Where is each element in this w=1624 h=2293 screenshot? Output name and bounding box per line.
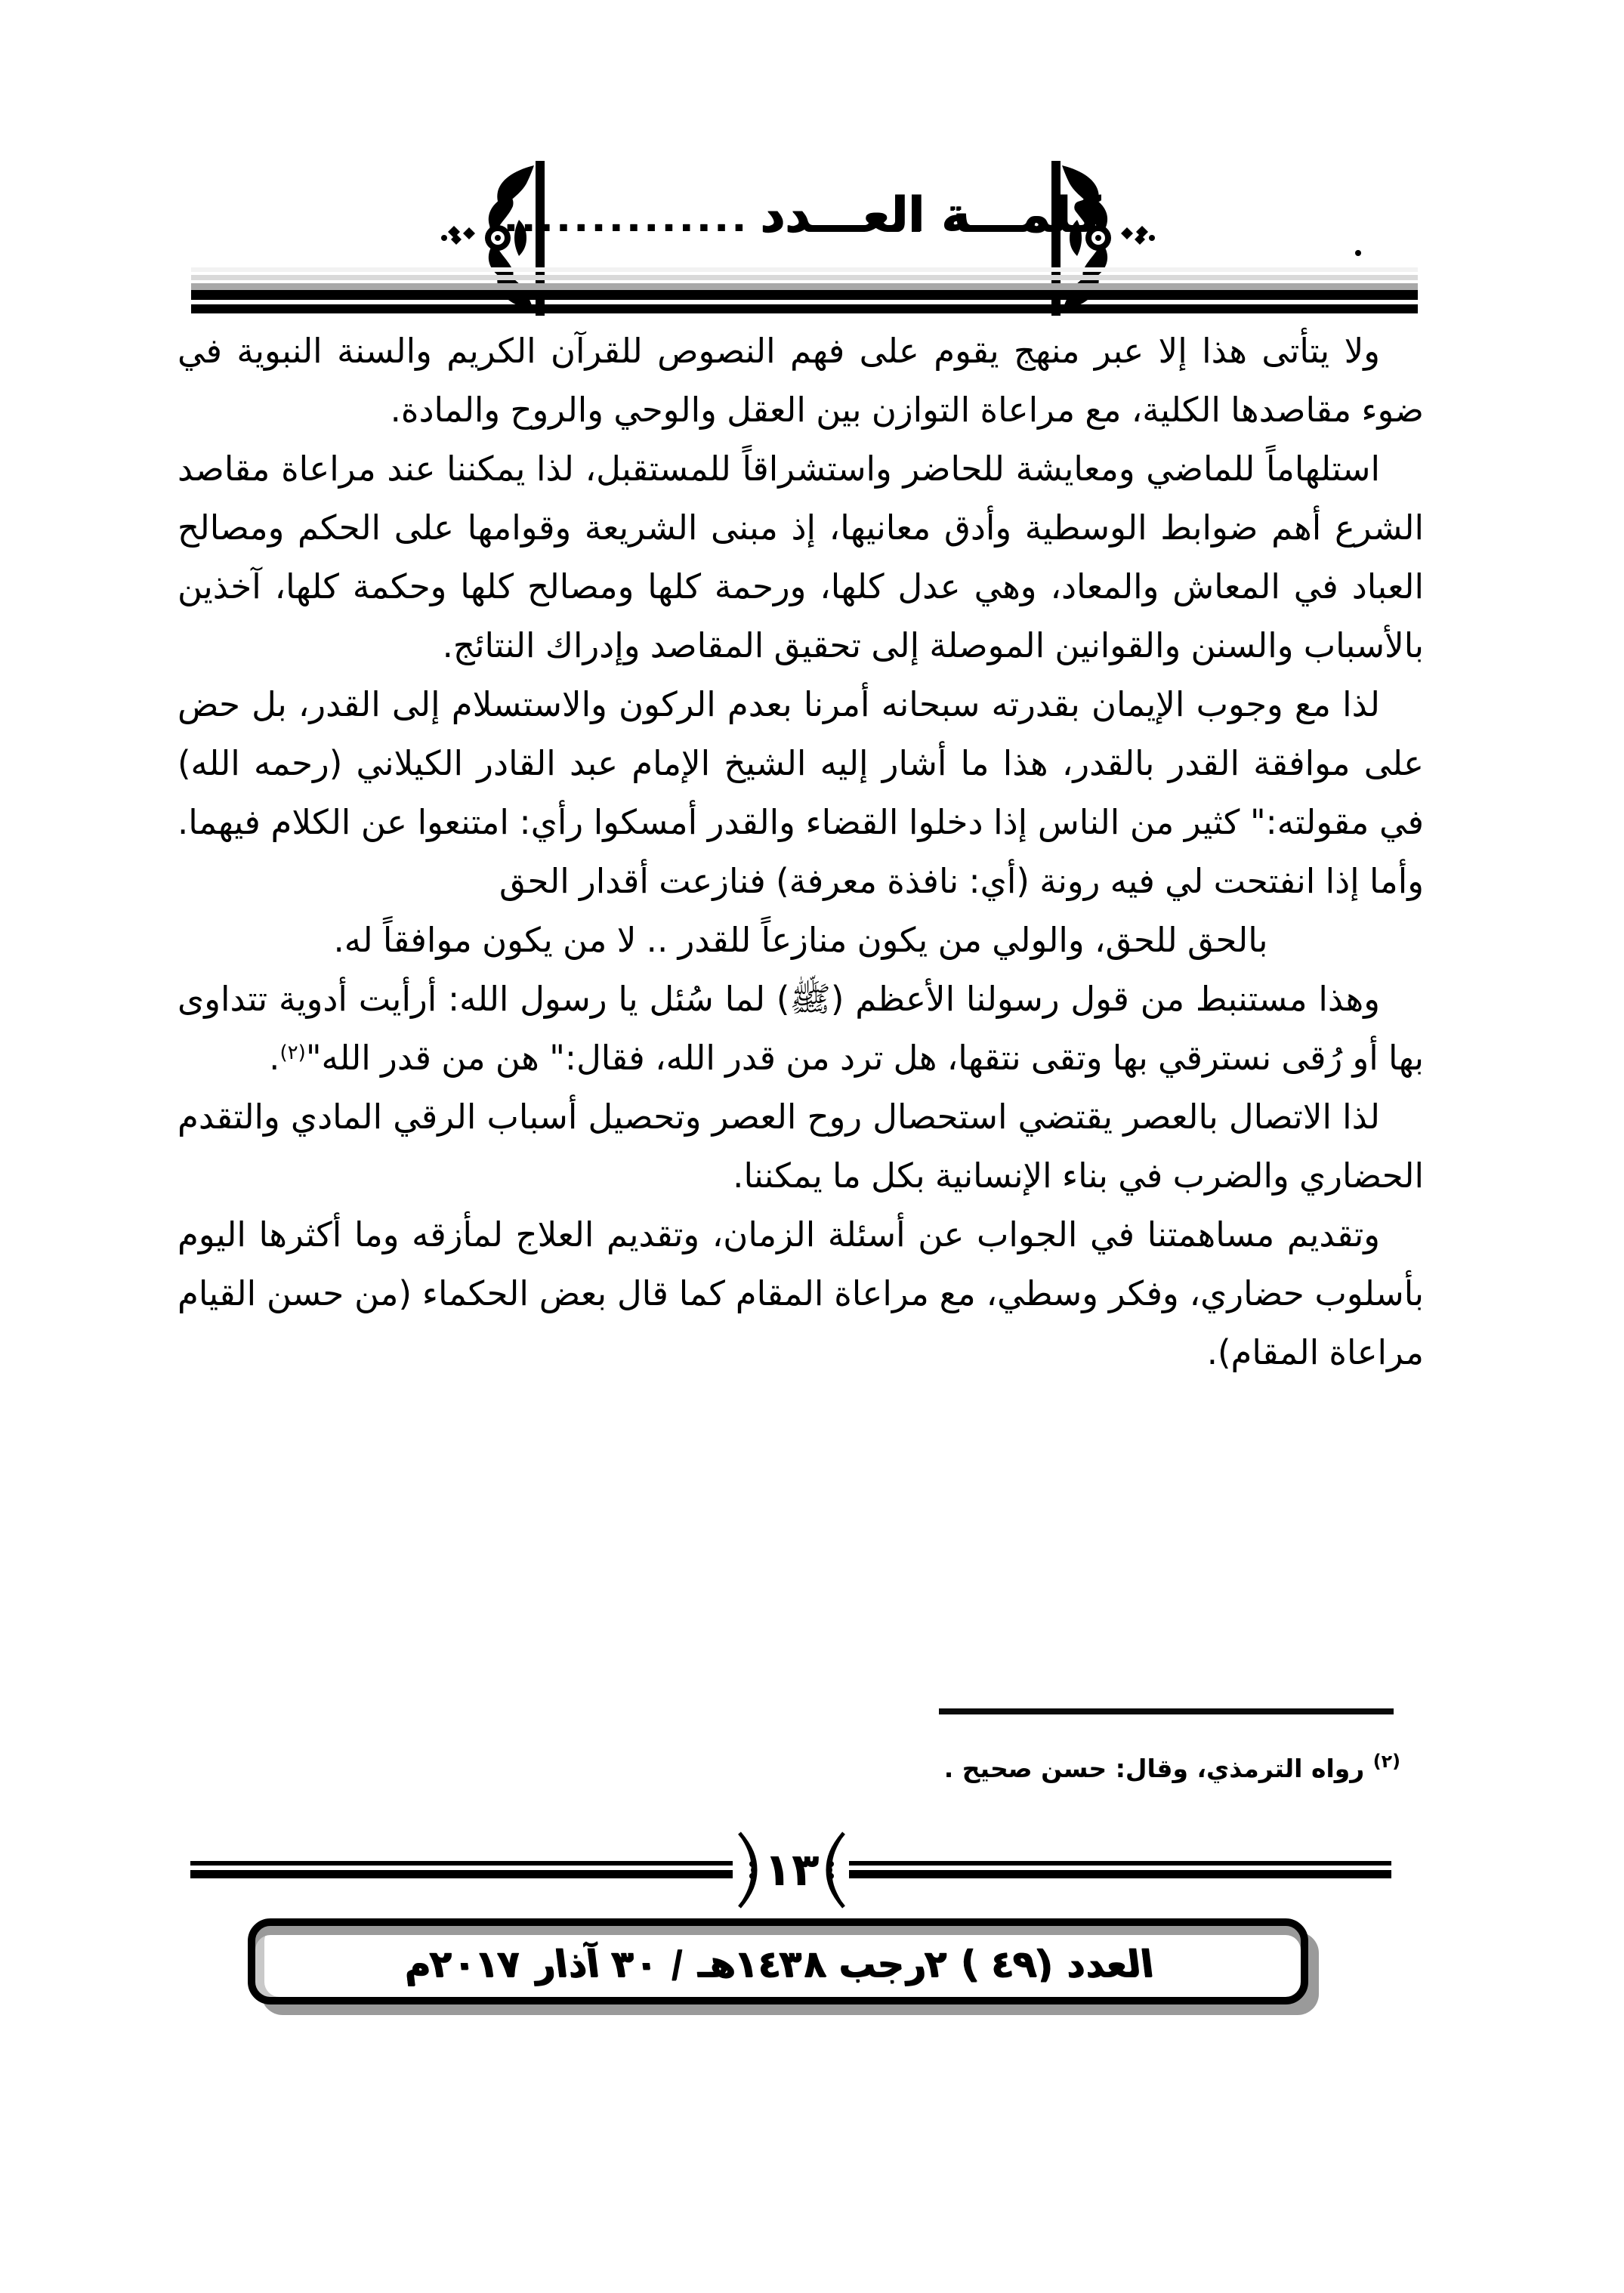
rule-faint [191, 267, 1418, 272]
header-rules [191, 267, 1418, 313]
body-paragraph: استلهاماً للماضي ومعايشة للحاضر واستشراقاً للمستقبل، لذا يمكننا عند مراعاة مقاصد الشرع أهم ضوابط الوسطية وأدق معانيها، إذ مبنى الشريعة وقوامها على الحكم ومصالح العباد في المعاش والمعاد، وهي عدل كلها، ورحمة كلها ومصالح كلها وحكمة كلها، آخذين بالأسباب والسنن والقوانين الموصلة إلى تحقيق المقاصد وإدراك النتائج. [178, 449, 1424, 665]
body-paragraph: ولا يتأتى هذا إلا عبر منهج يقوم على فهم النصوص للقرآن الكريم والسنة النبوية في ضوء مقاصدها الكلية، مع مراعاة التوازن بين العقل والوحي والروح والمادة. [178, 331, 1424, 430]
title-dots: ............... [486, 198, 749, 240]
pagenum-rule-left [190, 1861, 733, 1878]
footer-issue-box [248, 1918, 1308, 2004]
rule-light [191, 275, 1418, 280]
body-paragraph: بالحق للحق، والولي من يكون منازعاً للقدر .. لا من يكون موافقاً له. [333, 920, 1268, 960]
body-paragraph: لذا مع وجوب الإيمان بقدرته سبحانه أمرنا بعدم الركون والاستسلام إلى القدر، بل حض على موافقة القدر بالقدر، هذا ما أشار إليه الشيخ الإمام عبد القادر الكيلاني (رحمه الله) في مقولته:" كثير من الناس إذا دخلوا القضاء والقدر أمسكوا رأي: امتنعوا عن الكلام فيهما. وأما إذا انفتحت لي فيه رونة (أي: نافذة معرفة) فنازعت أقدار الحق [178, 684, 1424, 901]
rule-thick [190, 1870, 733, 1878]
page-number-group [727, 1828, 857, 1912]
rule-thick [849, 1870, 1391, 1878]
footnote-separator [939, 1708, 1394, 1714]
body-paragraph: وتقديم مساهمتنا في الجواب عن أسئلة الزمان، وتقديم العلاج لمأزقه وما أكثرها اليوم بأسلوب حضاري، وفكر وسطي، مع مراعاة المقام كما قال بعض الحكماء (من حسن القيام مراعاة المقام). [178, 1214, 1424, 1372]
ornate-bracket-left-icon [824, 1831, 847, 1909]
rule-thin [190, 1861, 733, 1866]
rule-gray [191, 283, 1418, 290]
stray-dot [1355, 250, 1361, 256]
rule-thin [849, 1861, 1391, 1866]
page-title: كلمـــة العـــدد [760, 187, 1101, 243]
rule-black-bottom [191, 304, 1418, 313]
body-text [178, 322, 1424, 1382]
footer-issue-text: العدد (٤٩ ) ٢رجب ١٤٣٨هـ / ٣٠ آذار ٢٠١٧م [400, 1942, 1156, 1986]
footnote-marker: (٢) [1372, 1751, 1400, 1772]
rule-black-top [191, 290, 1418, 300]
ornate-bracket-right-icon [736, 1831, 759, 1909]
footnote-source: رواه الترمذي، وقال: [1107, 1754, 1373, 1783]
body-paragraph: وهذا مستنبط من قول رسولنا الأعظم (ﷺ) لما سُئل يا رسول الله: أرأيت أدوية تتداوى بها أو رُقى نسترقي بها وتقى نتقها، هل ترد من قدر الله، فقال:" هن من قدر الله"$^{(٢)}$. [178, 979, 1424, 1078]
page-header [486, 187, 1101, 270]
page-number: ١٣ [764, 1844, 820, 1896]
pagenum-rule-right [849, 1861, 1391, 1878]
footnote [943, 1751, 1400, 1783]
footnote-grade: حسن صحيح . [943, 1754, 1107, 1783]
body-paragraph: لذا الاتصال بالعصر يقتضي استحصال روح العصر وتحصيل أسباب الرقي المادي والتقدم الحضاري والضرب في بناء الإنسانية بكل ما يمكننا. [178, 1097, 1424, 1196]
